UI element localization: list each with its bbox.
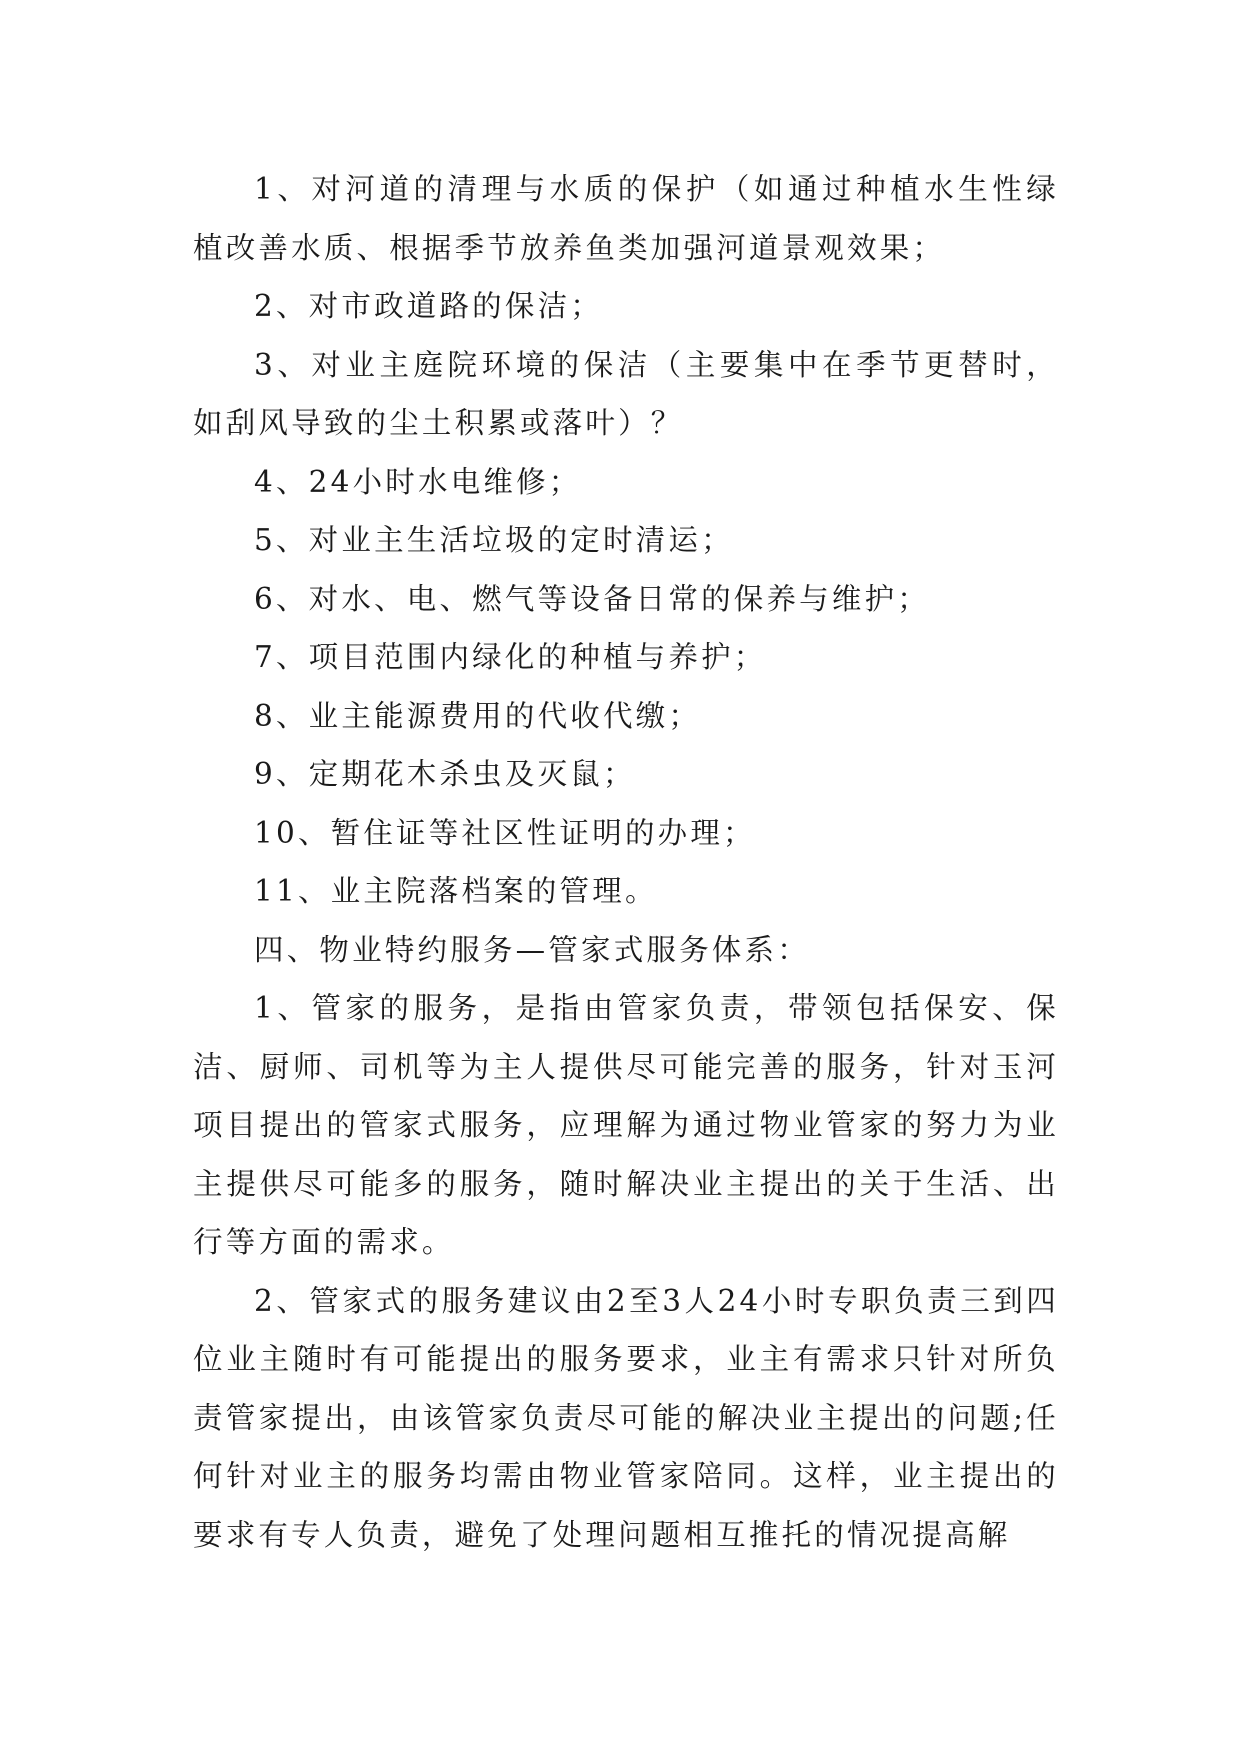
paragraph-residence-permits: 10、暂住证等社区性证明的办理； <box>254 815 756 850</box>
paragraph-butler-staffing: 2、管家式的服务建议由2至3人24小时专职负责三到四位业主随时有可能提出的服务要求，业主有需求只针对所负责管家提出，由该管家负责尽可能的解决业主提出的问题;任何针对业主的服务均需由物业管家陪同。这样，业主提出的要求有专人负责，避免了处理问题相互推托的情况提高解 <box>193 1283 1059 1552</box>
paragraph-energy-fees: 8、业主能源费用的代收代缴； <box>254 698 702 733</box>
paragraph-equipment-maintenance: 6、对水、电、燃气等设备日常的保养与维护； <box>254 581 930 616</box>
paragraph-archives: 11、业主院落档案的管理。 <box>254 874 658 908</box>
paragraph-greening: 7、项目范围内绿化的种植与养护； <box>254 640 767 674</box>
paragraph-garbage-removal: 5、对业主生活垃圾的定时清运； <box>254 523 734 557</box>
paragraph-pest-control: 9、定期花木杀虫及灭鼠； <box>254 757 636 791</box>
paragraph-courtyard-cleaning: 3、对业主庭院环境的保洁（主要集中在季节更替时，如刮风导致的尘土积累或落叶）？ <box>193 347 1059 440</box>
paragraph-river-cleaning: 1、对河道的清理与水质的保护（如通过种植水生性绿植改善水质、根据季节放养鱼类加强河道景观效果； <box>193 172 1059 265</box>
paragraph-butler-definition: 1、管家的服务，是指由管家负责，带领包括保安、保洁、厨师、司机等为主人提供尽可能完善的服务，针对玉河项目提出的管家式服务，应理解为通过物业管家的努力为业主提供尽可能多的服务，随时解决业主提出的关于生活、出行等方面的需求。 <box>193 991 1059 1259</box>
section-heading-butler-service: 四、物业特约服务—管家式服务体系： <box>254 932 810 967</box>
document-body <box>193 160 1059 1564</box>
paragraph-utility-repair: 4、24小时水电维修； <box>254 464 582 499</box>
paragraph-road-cleaning: 2、对市政道路的保洁； <box>254 289 603 323</box>
